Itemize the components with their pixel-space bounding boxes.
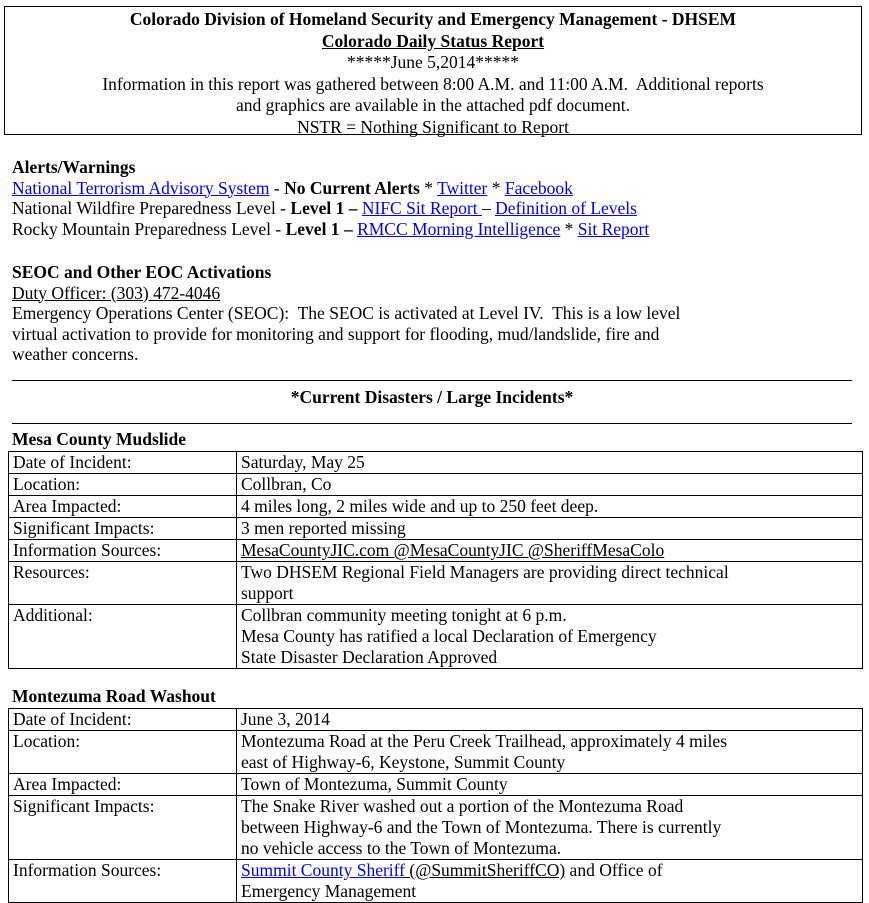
summit-county-sheriff-link[interactable]: Summit County Sheriff (241, 860, 405, 880)
report-date: *****June 5,2014***** (346, 52, 520, 72)
info-line-1: Information in this report was gathered between 8:00 A.M. and 11:00 A.M. Additional reports (102, 73, 764, 94)
org-title: Colorado Division of Homeland Security and Emergency Management - DHSEM (129, 9, 737, 29)
nifc-sit-report-link[interactable]: NIFC Sit Report (361, 198, 482, 218)
divider-top (12, 380, 852, 381)
row-value: Saturday, May 25 (237, 452, 863, 474)
table-row (9, 605, 863, 669)
alerts-heading: Alerts/Warnings (12, 157, 136, 177)
row-value: 3 men reported missing (237, 518, 863, 540)
row-label: Area Impacted: (9, 774, 237, 796)
table-row (9, 709, 863, 731)
nstr-legend: NSTR = Nothing Significant to Report (297, 116, 569, 137)
sit-report-link[interactable]: Sit Report (577, 218, 650, 239)
row-label: Area Impacted: (9, 496, 237, 518)
ntas-link[interactable]: National Terrorism Advisory System (12, 177, 270, 198)
twitter-link[interactable]: Twitter (437, 177, 488, 198)
row-label: Significant Impacts: (9, 518, 237, 540)
seoc-text-line-2: virtual activation to provide for monitoring and support for flooding, mud/landslide, fire and (12, 323, 660, 344)
seoc-text-line-1: Emergency Operations Center (SEOC): The SEOC is activated at Level IV. This is a low level (12, 303, 681, 323)
table-row (9, 518, 863, 540)
facebook-link[interactable]: Facebook (504, 177, 573, 198)
row-label: Information Sources: (9, 860, 237, 903)
row-label: Resources: (9, 562, 237, 605)
alerts-line-rocky-mountain: Rocky Mountain Preparedness Level - Level 1 – RMCC Morning Intelligence * Sit Report (12, 218, 650, 239)
row-label: Information Sources: (9, 540, 237, 562)
duty-officer: Duty Officer: (303) 472-4046 (12, 282, 221, 303)
table-row (9, 796, 863, 860)
table-row (9, 496, 863, 518)
alerts-line-ntas: National Terrorism Advisory System - No Current Alerts * Twitter * Facebook (12, 177, 573, 198)
montezuma-incident-table (8, 708, 863, 903)
divider-bottom (12, 423, 852, 424)
table-row (9, 452, 863, 474)
report-header (4, 6, 862, 135)
row-value: Two DHSEM Regional Field Managers are providing direct technical support (237, 562, 863, 605)
seoc-text-line-3: weather concerns. (12, 344, 139, 364)
alerts-line-wildfire: National Wildfire Preparedness Level - Level 1 – NIFC Sit Report – Definition of Levels (12, 198, 637, 218)
table-row (9, 731, 863, 774)
seoc-section (12, 262, 857, 365)
row-label: Additional: (9, 605, 237, 669)
table-row (9, 562, 863, 605)
mesa-info-sources: MesaCountyJIC.com @MesaCountyJIC @SheriffMesaColo (237, 540, 863, 562)
definition-of-levels-link[interactable]: Definition of Levels (495, 198, 637, 218)
row-label: Location: (9, 731, 237, 774)
row-value: Collbran, Co (237, 474, 863, 496)
row-label: Location: (9, 474, 237, 496)
alerts-section (12, 157, 857, 239)
row-label: Significant Impacts: (9, 796, 237, 860)
ntas-status: No Current Alerts (284, 177, 420, 198)
disasters-title: *Current Disasters / Large Incidents* (290, 387, 574, 407)
row-value: Montezuma Road at the Peru Creek Trailhead, approximately 4 miles east of Highway-6, Keystone, Summit County (237, 731, 863, 774)
row-value: June 3, 2014 (237, 709, 863, 731)
row-value: The Snake River washed out a portion of the Montezuma Road between Highway-6 and the Town of Montezuma. There is currently no vehicle access to the Town of Montezuma. (237, 796, 863, 860)
table-row (9, 774, 863, 796)
rmcc-morning-intelligence-link[interactable]: RMCC Morning Intelligence (357, 218, 561, 239)
row-label: Date of Incident: (9, 452, 237, 474)
table-row (9, 540, 863, 562)
table-row (9, 474, 863, 496)
row-label: Date of Incident: (9, 709, 237, 731)
report-title: Colorado Daily Status Report (321, 30, 545, 51)
row-value: Town of Montezuma, Summit County (237, 774, 863, 796)
info-line-2: and graphics are available in the attached pdf document. (235, 95, 631, 115)
montezuma-incident-title: Montezuma Road Washout (12, 686, 216, 706)
seoc-heading: SEOC and Other EOC Activations (12, 262, 272, 282)
mesa-incident-table (8, 451, 863, 669)
row-value: Summit County Sheriff (@SummitSheriffCO) and Office of Emergency Management (237, 860, 863, 903)
table-row (9, 860, 863, 903)
row-value: 4 miles long, 2 miles wide and up to 250 feet deep. (237, 496, 863, 518)
row-value: Collbran community meeting tonight at 6 p.m. Mesa County has ratified a local Declaration of Emergency State Disaster Declaration Approved (237, 605, 863, 669)
mesa-incident-title: Mesa County Mudslide (12, 429, 187, 449)
